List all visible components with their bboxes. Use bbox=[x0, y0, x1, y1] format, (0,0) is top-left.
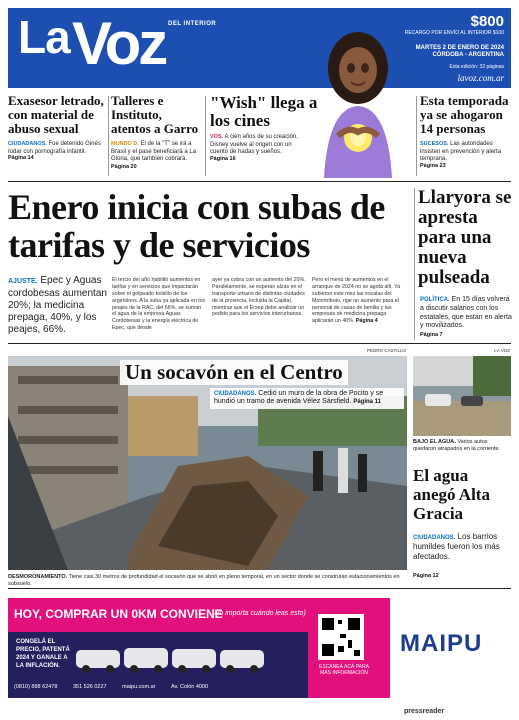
main-col-3 bbox=[312, 277, 408, 325]
ad-contact bbox=[14, 684, 208, 690]
divider bbox=[205, 96, 206, 176]
agua-tag: CIUDADANOS. bbox=[413, 535, 456, 541]
teaser-headline: Talleres e Instituto, atentos a Garro bbox=[111, 93, 199, 136]
teaser-tag: CIUDADANOS. bbox=[8, 141, 47, 147]
teaser-tag: MUNDO D. bbox=[111, 141, 139, 147]
qr-code-icon[interactable] bbox=[318, 614, 364, 660]
photo-tag: CIUDADANOS. bbox=[214, 391, 257, 397]
agua-headline[interactable]: El agua anegó Alta Gracia bbox=[413, 466, 490, 523]
teaser-body: Las autoridades insisten en prevención y alerta temprana. bbox=[420, 141, 502, 162]
main-lead-body: Epec y Aguas cordobesas aumentan 20%; la medicina prepaga, 40%, y los peajes, 66%. bbox=[8, 275, 107, 335]
ad-web: maipu.com.ar bbox=[122, 684, 156, 690]
agua-body: Los barrios humildes fueron los más afectados. bbox=[413, 532, 500, 561]
teaser-body: El de la "T" se irá a Brasil y el pase beneficiará a La Gloria, que también cobrará. bbox=[111, 141, 197, 162]
qr-text: ESCANEÁ ACÁ PARA MÁS INFORMACIÓN bbox=[319, 664, 369, 676]
main-col-1: El tercio del año habilitó aumentos en tarifas y en servicios que impactarán sobre el golpeado bolsillo de los argentinos. A la suba ya aplicada en los peajes de la RAC, del 66%, se suman el agua de la empresa Aguas Cordobesas y la energía eléctrica de Epec, que desde bbox=[112, 277, 206, 332]
maipu-logo[interactable]: MAIPU bbox=[400, 630, 483, 657]
teaser-body: A cien años de su creación, Disney vuelve al origen con un cuento de hadas y sueños. bbox=[210, 134, 298, 155]
section-rule bbox=[8, 343, 511, 344]
teaser-page: Página 14 bbox=[8, 155, 34, 161]
divider bbox=[416, 96, 417, 176]
small-photo-caption bbox=[413, 439, 511, 452]
main-lead bbox=[8, 275, 108, 336]
photo-credit: PEDRO CASTILLO bbox=[366, 348, 406, 353]
teaser-page: Página 16 bbox=[210, 155, 236, 162]
small-photo-caption-tag: BAJO EL AGUA. bbox=[413, 439, 456, 445]
teaser-page: Página 23 bbox=[420, 162, 446, 169]
logo-subtitle: DEL INTERIOR bbox=[168, 21, 217, 27]
teaser-headline: "Wish" llega a los cines bbox=[210, 93, 318, 130]
teaser-3[interactable] bbox=[210, 94, 328, 162]
section-rule bbox=[8, 181, 511, 182]
logo-la: La bbox=[18, 11, 70, 63]
teaser-tag: VOS. bbox=[210, 134, 224, 140]
teaser-4[interactable] bbox=[420, 94, 512, 169]
photo-caption-tag: DESMORONAMIENTO. bbox=[8, 574, 68, 580]
section-rule bbox=[8, 588, 511, 589]
side-headline[interactable]: Llaryora se apresta para una nueva pulseada bbox=[418, 187, 512, 288]
small-photo-credit: LA VOZ bbox=[494, 348, 510, 353]
edition-note: Esta edición: 32 páginas bbox=[449, 64, 504, 70]
ad-phone-2: 351 526 0227 bbox=[72, 684, 107, 690]
main-page: Página 4 bbox=[355, 318, 378, 325]
pressreader-logo: pressreader bbox=[404, 708, 445, 715]
main-col-3-text: Pero el menú de aumentos en el arranque de 2024 no se agota allí. Ya subieron este mes las escalas del Monotributo, rige un aumento para el personal de casas de familia y las empresas de medicina prepaga aplicarán un 40%. bbox=[312, 277, 401, 325]
teaser-body: Fue detenido Ginés Iodar con pornografía infantil. bbox=[8, 141, 101, 155]
side-body-block bbox=[420, 296, 512, 331]
teaser-page: Página 20 bbox=[111, 163, 137, 170]
teaser-tag: SUCESOS. bbox=[420, 141, 449, 147]
teaser-headline: Exasesor letrado, con material de abuso sexual bbox=[8, 93, 104, 136]
flood-photo bbox=[413, 356, 511, 436]
teaser-2[interactable] bbox=[111, 94, 203, 171]
photo-body: Cedió un muro de la obra de Pocito y se hundió un tramo de avenida Vélez Sársfield. bbox=[214, 390, 384, 406]
agua-page: Página 12 bbox=[413, 573, 439, 579]
divider bbox=[414, 188, 415, 340]
ad-phone-1: (0810) 888 62478 bbox=[14, 684, 58, 690]
ad-subline: (No importa cuándo leas esto) bbox=[212, 610, 306, 617]
ad-offer: CONGELÁ EL PRECIO, PATENTÁ 2024 Y GANALE A LA INFLACIÓN. bbox=[16, 639, 70, 669]
agua-body-block bbox=[413, 532, 511, 562]
side-body: En 15 días volverá a discutir salarios con los estatales, que están en alerta y movilizados. bbox=[420, 296, 512, 330]
small-photo-caption-text: Varios autos quedaron atrapados en la corriente. bbox=[413, 439, 501, 452]
photo-caption bbox=[8, 574, 408, 587]
price-note: RECARGO POR ENVÍO AL INTERIOR $100 bbox=[404, 30, 504, 36]
side-tag: POLÍTICA. bbox=[420, 297, 450, 303]
photo-summary bbox=[210, 388, 404, 409]
main-headline[interactable]: Enero inicia con subas de tarifas y de servicios bbox=[8, 187, 385, 265]
photo-caption-text: Tiene casi 30 metros de profundidad el socavón que se abrió en pleno temporal, en un sector donde se construían estacionamientos en subsuelo. bbox=[8, 574, 400, 587]
ad-headline: HOY, COMPRAR UN 0KM CONVIENE bbox=[14, 607, 223, 621]
ad-address: Av. Colón 4000 bbox=[171, 684, 209, 690]
divider bbox=[108, 96, 109, 176]
side-page: Página 7 bbox=[420, 332, 443, 338]
logo-voz: Voz bbox=[72, 10, 166, 77]
price: $800 bbox=[470, 13, 504, 30]
site-link[interactable]: lavoz.com.ar bbox=[457, 73, 504, 83]
ad-cars-image bbox=[76, 640, 266, 676]
teaser-headline: Esta temporada ya se ahogaron 14 personas bbox=[420, 93, 509, 136]
main-col-2: ayer ya cobra con un aumento del 20%. Paralelamente, se esperan alzas en el transporte urbano de distintas ciudades de la provincia, incluida la Capital, mientras que el Ersep debe analizar un pedido para los servicios interurbanos. bbox=[212, 277, 306, 318]
main-lead-tag: AJUSTE. bbox=[8, 278, 38, 285]
photo-title[interactable]: Un socavón en el Centro bbox=[120, 360, 348, 385]
city-line: CÓRDOBA - ARGENTINA bbox=[432, 52, 504, 59]
teaser-1[interactable] bbox=[8, 94, 108, 162]
photo-page: Página 11 bbox=[353, 399, 382, 406]
date-line: MARTES 2 DE ENERO DE 2024 bbox=[415, 45, 504, 51]
